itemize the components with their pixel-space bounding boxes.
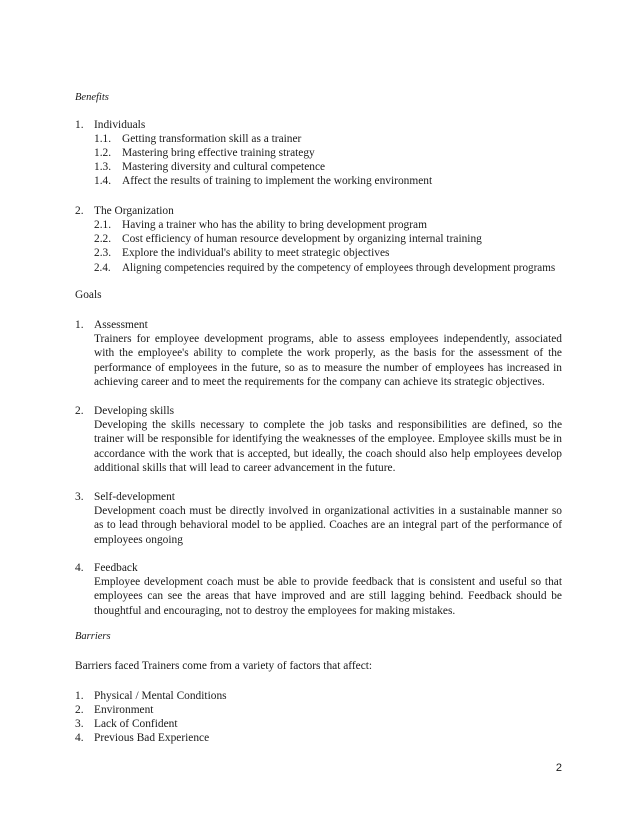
subitem-label: Affect the results of training to implement the working environment bbox=[122, 175, 433, 187]
barriers-heading: Barriers bbox=[75, 631, 111, 642]
subitem-label: Having a trainer who has the ability to bring development program bbox=[122, 219, 427, 231]
subitem-number: 1.1. bbox=[94, 133, 112, 145]
page-number: 2 bbox=[555, 762, 562, 774]
item-label: Lack of Confident bbox=[94, 718, 178, 730]
goals-item-2-text: Developing the skills necessary to complete the job tasks and responsibilities are defined, so the trainer will be responsible for identifying the weaknesses of the employee. Employee skills must be in accordance with the work that is accepted, but ideally, the coach should also help employees develop additional skills that will lead to career advancement in the future. bbox=[94, 419, 562, 475]
item-label: Individuals bbox=[94, 119, 146, 131]
item-number: 1. bbox=[75, 119, 84, 131]
subitem-number: 2.3. bbox=[94, 247, 112, 259]
item-label: Feedback bbox=[94, 562, 138, 574]
item-number: 1. bbox=[75, 690, 84, 702]
item-label: Developing skills bbox=[94, 405, 175, 417]
item-label: The Organization bbox=[94, 205, 174, 217]
subitem-label: Aligning competencies required by the competency of employees through development programs bbox=[122, 262, 556, 274]
item-number: 1. bbox=[75, 319, 84, 331]
item-number: 4. bbox=[75, 732, 84, 744]
item-label: Self-development bbox=[94, 491, 175, 503]
subitem-label: Cost efficiency of human resource development by organizing internal training bbox=[122, 233, 482, 245]
goals-heading: Goals bbox=[75, 289, 102, 301]
item-number: 2. bbox=[75, 405, 84, 417]
subitem-number: 2.2. bbox=[94, 233, 112, 245]
item-number: 3. bbox=[75, 718, 84, 730]
item-number: 4. bbox=[75, 562, 84, 574]
subitem-number: 1.2. bbox=[94, 147, 112, 159]
item-number: 3. bbox=[75, 491, 84, 503]
benefits-heading: Benefits bbox=[75, 92, 109, 103]
goals-item-1-text: Trainers for employee development programs, able to assess employees independently, associated with the employee's ability to complete the work properly, as the basis for the assessment of the performance of employees in the future, so as to measure the number of employees has increased in achieving career and to meet the requirements for the company can achieve its strategic objectives. bbox=[94, 333, 562, 389]
subitem-label: Getting transformation skill as a trainer bbox=[122, 133, 302, 145]
subitem-number: 2.1. bbox=[94, 219, 112, 231]
goals-item-3-text: Development coach must be directly involved in organizational activities in a sustainable manner so as to lead through behavioral model to be applied. Coaches are an integral part of the performance of employees ongoing bbox=[94, 505, 562, 546]
subitem-label: Explore the individual's ability to meet strategic objectives bbox=[122, 247, 390, 259]
item-label: Previous Bad Experience bbox=[94, 732, 210, 744]
item-label: Assessment bbox=[94, 319, 148, 331]
goals-item-4-text: Employee development coach must be able to provide feedback that is consistent and useful so that employees can see the areas that have improved and are still lagging behind. Feedback should be thoughtful and encouraging, not to destroy the employees for making mistakes. bbox=[94, 576, 562, 617]
subitem-number: 1.3. bbox=[94, 161, 112, 173]
item-label: Environment bbox=[94, 704, 154, 716]
subitem-number: 1.4. bbox=[94, 175, 112, 187]
item-number: 2. bbox=[75, 205, 84, 217]
barriers-intro: Barriers faced Trainers come from a variety of factors that affect: bbox=[75, 660, 373, 672]
item-number: 2. bbox=[75, 704, 84, 716]
subitem-label: Mastering bring effective training strategy bbox=[122, 147, 315, 159]
item-label: Physical / Mental Conditions bbox=[94, 690, 227, 702]
subitem-number: 2.4. bbox=[94, 262, 111, 274]
subitem-label: Mastering diversity and cultural competence bbox=[122, 161, 326, 173]
